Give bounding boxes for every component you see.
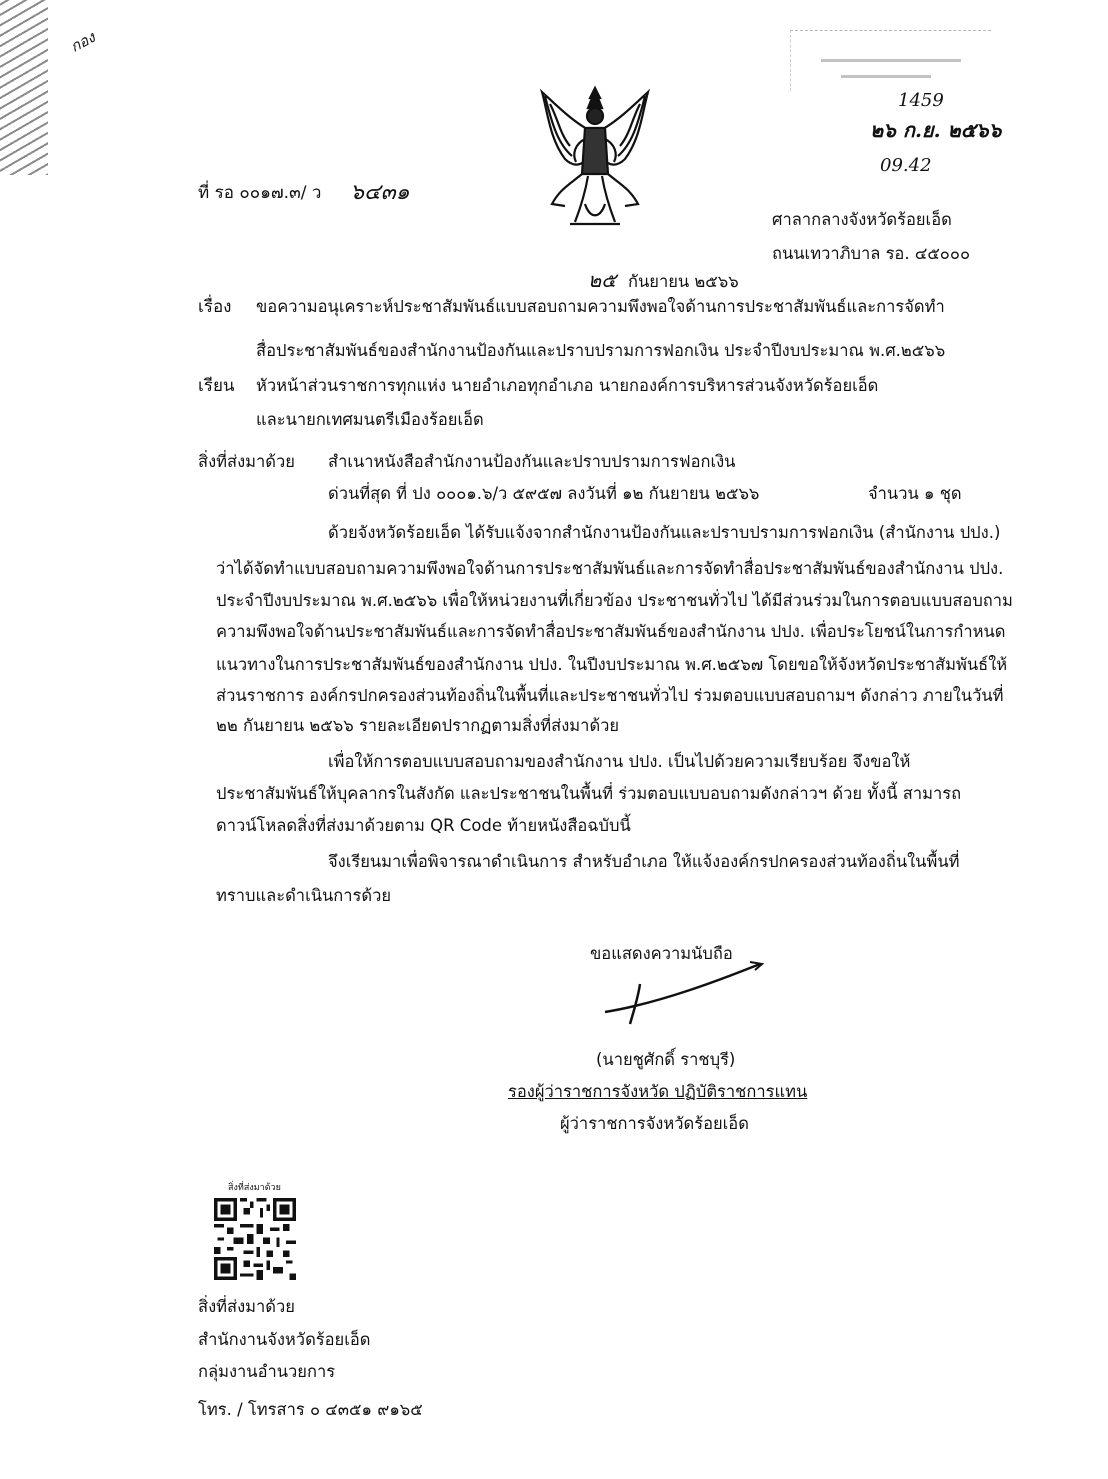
body-p2-line: ประชาสัมพันธ์ให้บุคลากรในสังกัด และประชาชนในพื้นที่ ร่วมตอบแบบอบถามดังกล่าวฯ ด้วย ทั้งนี้ สามารถ <box>216 784 962 803</box>
margin-handwritten-note: กอง <box>67 28 99 56</box>
body-p1-line: ส่วนราชการ องค์กรปกครองส่วนท้องถิ่นในพื้นที่และประชาชนทั่วไป ร่วมตอบแบบสอบถามฯ ดังกล่าว ภายในวันที่ <box>216 686 1004 705</box>
subject-line-1: ขอความอนุเคราะห์ประชาสัมพันธ์แบบสอบถามความพึงพอใจด้านการประชาสัมพันธ์และการจัดทำ <box>256 297 945 316</box>
body-p2-line: ดาวน์โหลดสิ่งที่ส่งมาด้วยตาม QR Code ท้ายหนังสือฉบับนี้ <box>216 816 631 835</box>
signer-title: รองผู้ว่าราชการจังหวัด ปฏิบัติราชการแทน <box>508 1082 808 1101</box>
body-p1-line: แนวทางในการประชาสัมพันธ์ของสำนักงาน ปปง. ในปีงบประมาณ พ.ศ.๒๕๖๗ โดยขอให้จังหวัดประชาสัมพันธ์ให้ <box>216 655 1008 674</box>
body-p1-line: ประจำปีงบประมาณ พ.ศ.๒๕๖๖ เพื่อให้หน่วยงานที่เกี่ยวข้อง ประชาชนทั่วไป ได้มีส่วนร่วมในการตอบแบบสอบถาม <box>216 591 1013 610</box>
recipient-label: เรียน <box>198 376 235 396</box>
subject-label: เรื่อง <box>198 297 232 317</box>
qr-caption: สิ่งที่ส่งมาด้วย <box>228 1183 281 1193</box>
enclosure-count: จำนวน ๑ ชุด <box>868 484 962 503</box>
sender-address: ถนนเทวาภิบาล รอ. ๔๕๐๐๐ <box>772 244 971 263</box>
body-p1-line: ด้วยจังหวัดร้อยเอ็ด ได้รับแจ้งจากสำนักงานป้องกันและปราบปรามการฟอกเงิน (สำนักงาน ปปง.) <box>328 523 1001 542</box>
recipient-line-1: หัวหน้าส่วนราชการทุกแห่ง นายอำเภอทุกอำเภอ นายกองค์การบริหารส่วนจังหวัดร้อยเอ็ด <box>256 376 879 395</box>
footer-enclosure: สิ่งที่ส่งมาด้วย <box>198 1297 295 1316</box>
sender-office: ศาลากลางจังหวัดร้อยเอ็ด <box>772 210 952 229</box>
receipt-date: ๒๖ ก.ย. ๒๕๖๖ <box>870 118 1002 142</box>
body-p3-line: จึงเรียนมาเพื่อพิจารณาดำเนินการ สำหรับอำเภอ ให้แจ้งองค์กรปกครองส่วนท้องถิ่นในพื้นที่ <box>328 852 960 871</box>
qr-code-icon[interactable] <box>214 1198 296 1280</box>
enclosure-line-2: ด่วนที่สุด ที่ ปง ๐๐๐๑.๖/ว ๕๙๕๗ ลงวันที่ ๑๒ กันยายน ๒๕๖๖ <box>328 484 760 503</box>
date-day-handwritten: ๒๕ <box>588 268 617 292</box>
doc-number-label: ที่ รอ ๐๐๑๗.๓/ ว <box>198 183 322 203</box>
signature-icon <box>600 958 770 1028</box>
body-p1-line: ๒๒ กันยายน ๒๕๖๖ รายละเอียดปรากฏตามสิ่งที่ส่งมาด้วย <box>216 716 620 735</box>
footer-division: กลุ่มงานอำนวยการ <box>198 1362 336 1381</box>
enclosure-label: สิ่งที่ส่งมาด้วย <box>198 452 295 471</box>
subject-line-2: สื่อประชาสัมพันธ์ของสำนักงานป้องกันและปราบปรามการฟอกเงิน ประจำปีงบประมาณ พ.ศ.๒๕๖๖ <box>256 341 946 360</box>
footer-phone: โทร. / โทรสาร ๐ ๔๓๕๑ ๙๑๖๕ <box>198 1400 423 1419</box>
footer-office: สำนักงานจังหวัดร้อยเอ็ด <box>198 1330 371 1349</box>
date-month-year: กันยายน ๒๕๖๖ <box>628 272 739 291</box>
garuda-emblem-icon <box>530 84 660 234</box>
qr-code-block <box>214 1180 296 1280</box>
body-p2-line: เพื่อให้การตอบแบบสอบถามของสำนักงาน ปปง. เป็นไปด้วยความเรียบร้อย จึงขอให้ <box>328 752 911 771</box>
recipient-line-2: และนายกเทศมนตรีเมืองร้อยเอ็ด <box>256 410 484 429</box>
enclosure-line-1: สำเนาหนังสือสำนักงานป้องกันและปราบปรามการฟอกเงิน <box>328 452 736 471</box>
receipt-time: 09.42 <box>880 155 932 176</box>
closing-phrase: ขอแสดงความนับถือ <box>590 944 733 963</box>
faint-stamp-remnant <box>790 30 991 91</box>
body-p3-line: ทราบและดำเนินการด้วย <box>216 886 392 905</box>
body-p1-line: ความพึงพอใจด้านประชาสัมพันธ์และการจัดทำสื่อประชาสัมพันธ์ของสำนักงาน ปปง. เพื่อประโยชน์ในการกำหนด <box>216 622 1006 641</box>
body-p1-line: ว่าได้จัดทำแบบสอบถามความพึงพอใจด้านการประชาสัมพันธ์และการจัดทำสื่อประชาสัมพันธ์ของสำนักงาน ปปง. <box>216 559 1004 578</box>
scan-edge-artifact <box>0 0 48 175</box>
signer-name: (นายชูศักดิ์ ราชบุรี) <box>596 1050 736 1069</box>
doc-number-handwritten: ๖๔๓๑ <box>350 180 410 205</box>
receipt-number: 1459 <box>898 90 944 111</box>
signer-title-2: ผู้ว่าราชการจังหวัดร้อยเอ็ด <box>560 1114 749 1133</box>
